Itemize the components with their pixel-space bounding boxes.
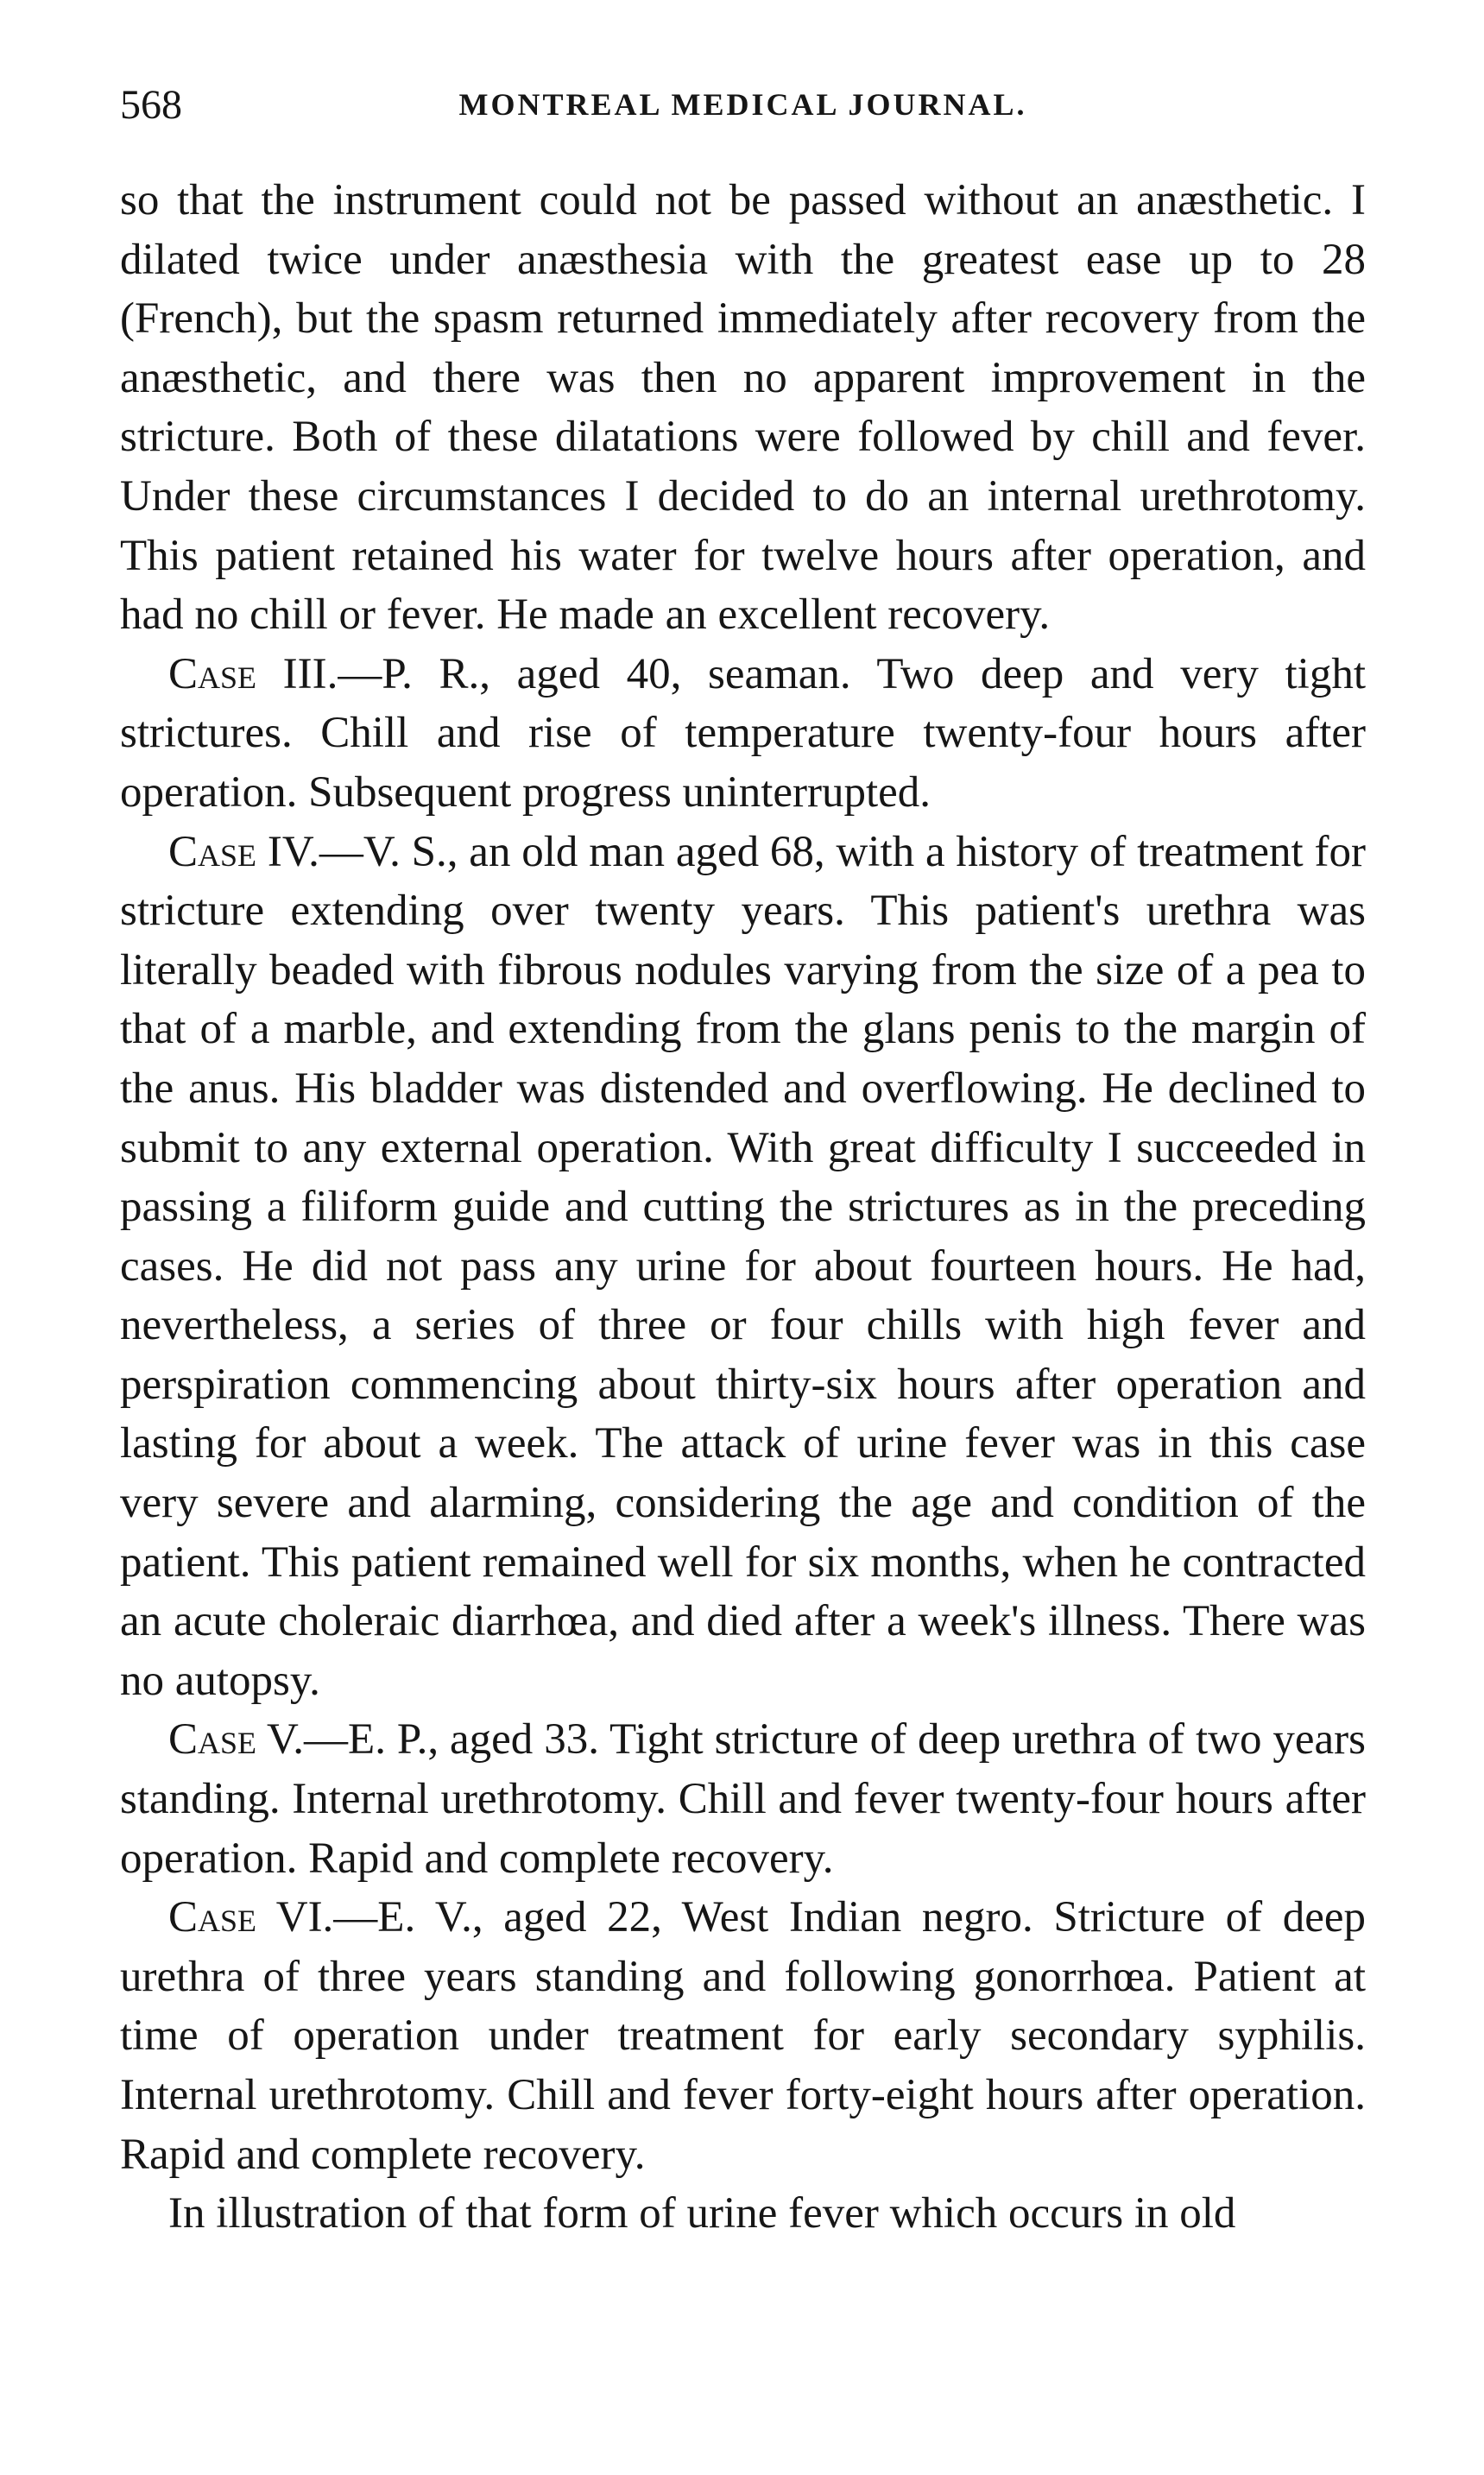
paragraph-continuation	[120, 171, 1366, 645]
page-number: 568	[120, 82, 182, 128]
case-label: Case	[168, 1715, 257, 1765]
paragraph-case-iv	[120, 823, 1366, 1711]
paragraph-text: IV.—V. S., an old man aged 68, with a history of treatment for stricture extending over twenty years. This patient's urethra was literally beaded with fibrous nodules varying from the size of a pea to that of a marble, and extending from the glans penis to the margin of the anus. His bladder was distended and overflowing. He declined to submit to any external operation. With great difficulty I succeeded in passing a filiform guide and cutting the strictures as in the preceding cases. He did not pass any urine for about fourteen hours. He had, nevertheless, a series of three or four chills with high fever and perspiration commencing about thirty-six hours after operation and lasting for about a week. The attack of urine fever was in this case very severe and alarming, considering the age and condition of the patient. This patient remained well for six months, when he contracted an acute choleraic diarrhœa, and died after a week's illness. There was no autopsy.	[120, 827, 1366, 1705]
paragraph-urine-fever	[120, 2184, 1366, 2244]
case-label: Case	[168, 827, 257, 876]
paragraph-text: In illustration of that form of urine fever which occurs in old	[168, 2189, 1236, 2238]
paragraph-text: so that the instrument could not be passed without an anæsthetic. I dilated twice under anæsthesia with the greatest ease up to 28 (French), but the spasm returned immediately after recovery from the anæsthetic, and there was then no apparent improvement in the stricture. Both of these dilatations were followed by chill and fever. Under these circumstances I decided to do an internal urethrotomy. This patient retained his water for twelve hours after operation, and had no chill or fever. He made an excellent recovery.	[120, 176, 1366, 640]
body-text	[120, 171, 1366, 2244]
paragraph-text: VI.—E. V., aged 22, West Indian negro. Stricture of deep urethra of three years standing and following gonorrhœa. Patient at time of operation under treatment for early secondary syphilis. Internal urethrotomy. Chill and fever forty-eight hours after operation. Rapid and complete recovery.	[120, 1893, 1366, 2179]
paragraph-case-vi	[120, 1888, 1366, 2184]
paragraph-case-v	[120, 1710, 1366, 1888]
journal-title: MONTREAL MEDICAL JOURNAL.	[458, 87, 1027, 122]
paragraph-text: III.—P. R., aged 40, seaman. Two deep and very tight strictures. Chill and rise of temperature twenty-four hours after operation. Subsequent progress uninterrupted.	[120, 649, 1366, 817]
case-label: Case	[168, 1893, 257, 1942]
paragraph-text: V.—E. P., aged 33. Tight stricture of deep urethra of two years standing. Internal urethrotomy. Chill and fever twenty-four hours after operation. Rapid and complete recovery.	[120, 1715, 1366, 1883]
running-head	[120, 67, 1366, 145]
book-page	[120, 67, 1366, 2244]
case-label: Case	[168, 649, 257, 698]
paragraph-case-iii	[120, 645, 1366, 823]
